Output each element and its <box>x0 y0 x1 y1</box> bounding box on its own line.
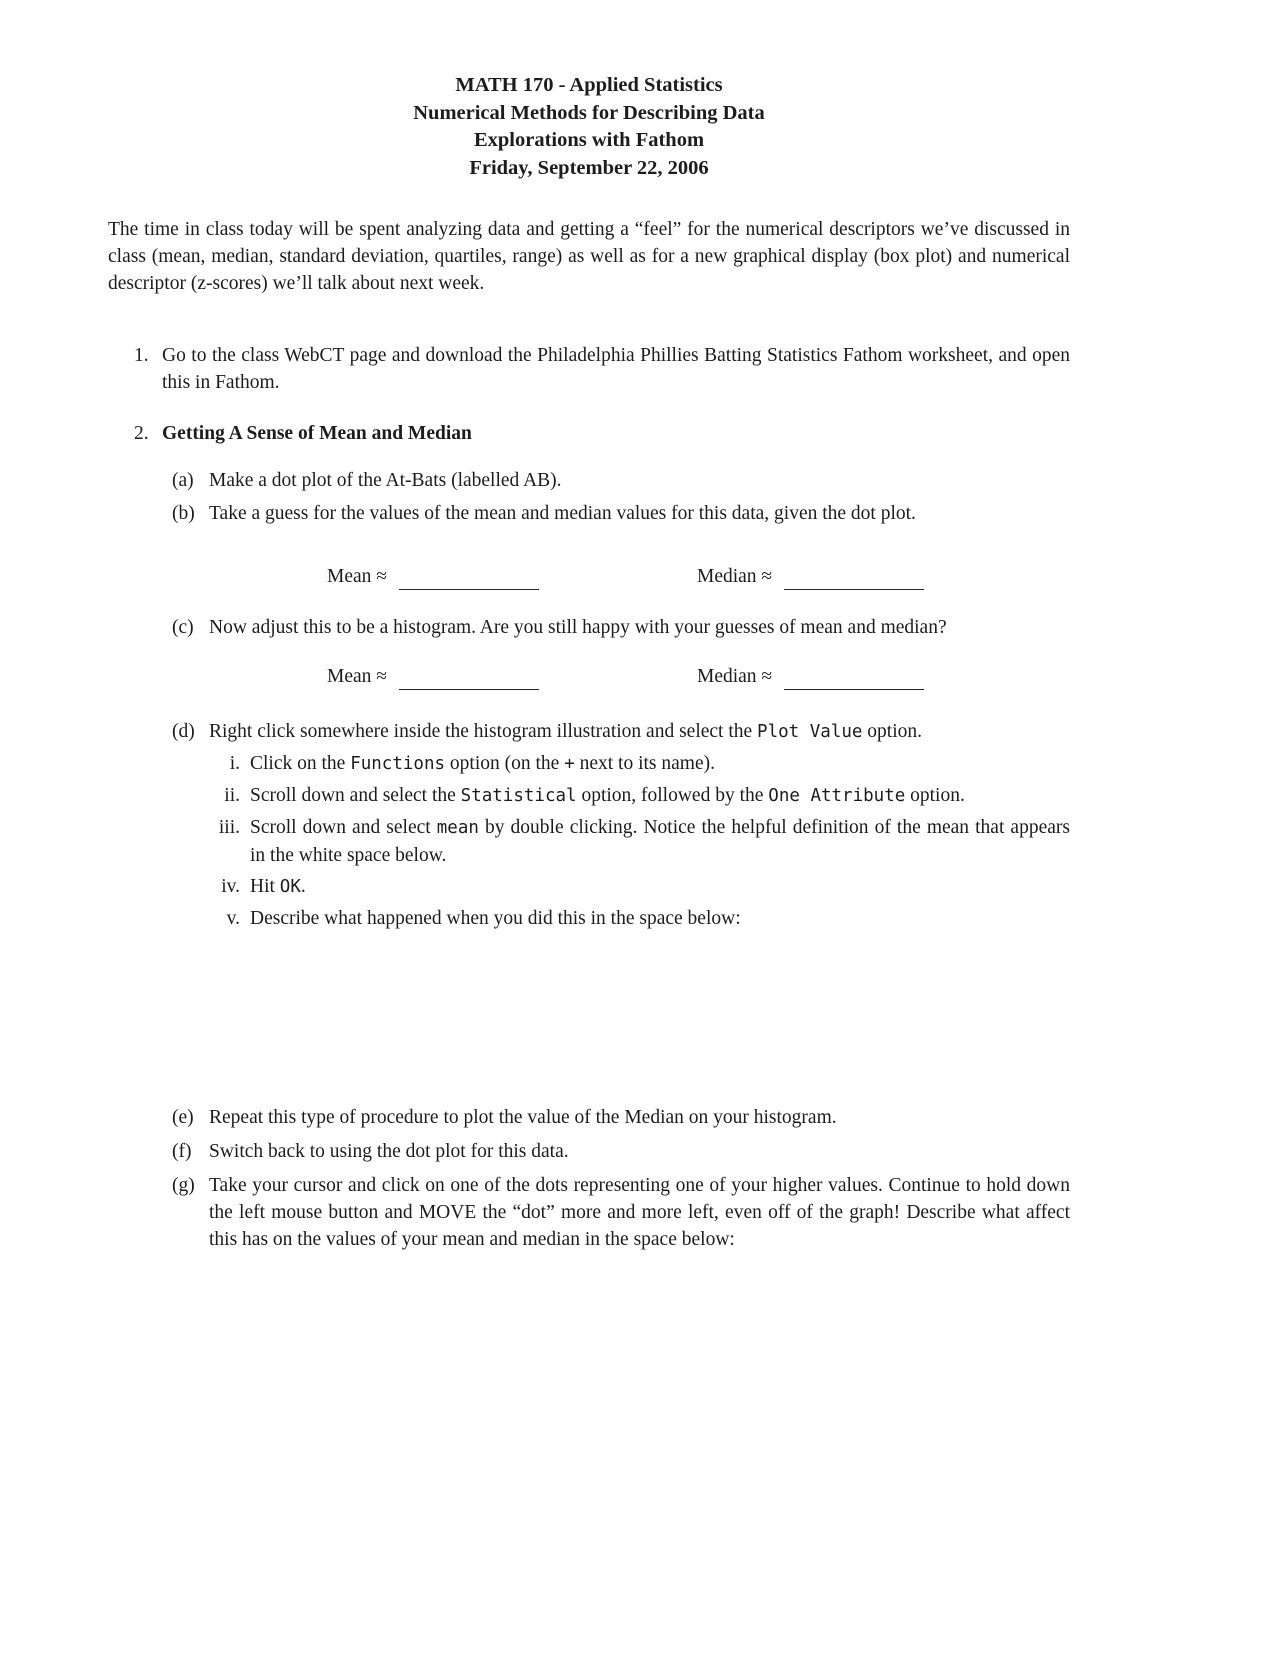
roman-item-i-label: i. <box>229 753 240 774</box>
roman-i-post: next to its name). <box>574 753 715 774</box>
roman-item-v <box>208 905 1070 932</box>
item-1-number: 1. <box>134 345 149 366</box>
roman-i-pre: Click on the <box>250 753 351 774</box>
roman-item-v-label: v. <box>226 908 240 929</box>
sub-item-a-label: (a) <box>172 470 194 491</box>
roman-iv-pre: Hit <box>250 876 280 897</box>
sub-item-d-text-post: option. <box>862 721 922 742</box>
sub-item-c <box>172 614 1070 641</box>
plot-value-code: Plot Value <box>757 722 863 742</box>
roman-item-i-text <box>250 750 1070 778</box>
sub-item-g <box>172 1172 1070 1253</box>
median-blank-group-1 <box>697 563 924 590</box>
blanks-row-1 <box>327 563 1070 590</box>
answer-writing-space <box>108 932 1070 1104</box>
median-blank-group-2 <box>697 663 924 690</box>
intro-paragraph: The time in class today will be spent analyzing data and getting a “feel” for the numerical descriptors we’ve discussed in class (mean, median, standard deviation, quartiles, range) as well as for a new graphical display (box plot) and numerical descriptor (z-scores) we’ll talk about next week. <box>108 219 1070 294</box>
roman-iii-pre: Scroll down and select <box>250 817 437 838</box>
roman-i-mid: option (on the <box>445 753 565 774</box>
roman-item-iii <box>208 814 1070 869</box>
median-fill-in-blank-1 <box>784 569 924 590</box>
sub-item-g-text: Take your cursor and click on one of the dots representing one of your higher values. Continue to hold down the left mouse button and MOVE the “dot” more and more left, even off of the graph! Describe what affect this has on the values of your mean and median in the space below: <box>209 1175 1070 1250</box>
roman-item-iii-text <box>250 814 1070 869</box>
sub-item-b-text: Take a guess for the values of the mean and median values for this data, given the dot plot. <box>209 503 916 524</box>
item-2-heading: Getting A Sense of Mean and Median <box>162 423 472 444</box>
roman-item-ii <box>208 782 1070 810</box>
list-item-2 <box>134 420 1070 447</box>
sub-item-b <box>172 500 1070 527</box>
median-label-2: Median ≈ <box>696 666 773 687</box>
sub-item-a-text: Make a dot plot of the At-Bats (labelled AB). <box>209 470 562 491</box>
sub-item-f-label: (f) <box>172 1141 192 1162</box>
mean-code: mean <box>436 818 479 838</box>
roman-ii-pre: Scroll down and select the <box>250 785 461 806</box>
median-fill-in-blank-2 <box>784 669 924 690</box>
roman-item-i <box>208 750 1070 778</box>
one-attribute-code: One Attribute <box>768 786 906 806</box>
sub-item-b-label: (b) <box>172 503 195 524</box>
sub-item-d-text <box>209 718 1070 746</box>
roman-ii-post: option. <box>905 785 965 806</box>
roman-item-iii-label: iii. <box>218 817 240 838</box>
sub-item-g-label: (g) <box>172 1175 195 1196</box>
roman-item-ii-text <box>250 782 1070 810</box>
sub-item-a <box>172 467 1070 494</box>
roman-iii-post: by double clicking. Notice the helpful definition of the mean that appears in the white space below. <box>250 817 1070 866</box>
title-course: MATH 170 - Applied Statistics <box>455 74 723 96</box>
title-date: Friday, September 22, 2006 <box>469 156 709 179</box>
list-item-1 <box>134 342 1070 396</box>
ok-code: OK <box>279 877 301 897</box>
document-title-block <box>108 72 1070 182</box>
functions-code: Functions <box>350 754 446 774</box>
roman-item-iv-text <box>250 873 1070 901</box>
mean-label-1: Mean ≈ <box>327 566 387 587</box>
title-topic: Explorations with Fathom <box>473 129 705 151</box>
blanks-row-2 <box>327 663 1070 690</box>
title-subject: Numerical Methods for Describing Data <box>413 101 765 124</box>
sub-item-d <box>172 718 1070 746</box>
mean-fill-in-blank-1 <box>399 569 539 590</box>
mean-blank-group-2 <box>327 663 539 690</box>
sub-item-e-label: (e) <box>172 1107 194 1128</box>
sub-item-d-text-pre: Right click somewhere inside the histogram illustration and select the <box>209 721 758 742</box>
sub-item-c-label: (c) <box>172 617 194 638</box>
roman-iv-post: . <box>300 876 306 897</box>
mean-blank-group-1 <box>327 563 539 590</box>
median-label-1: Median ≈ <box>696 566 773 587</box>
sub-item-f-text: Switch back to using the dot plot for this data. <box>209 1141 569 1162</box>
item-1-text: Go to the class WebCT page and download the Philadelphia Phillies Batting Statistics Fathom worksheet, and open this in Fathom. <box>162 345 1070 393</box>
roman-ii-mid: option, followed by the <box>576 785 769 806</box>
mean-label-2: Mean ≈ <box>327 666 387 687</box>
mean-fill-in-blank-2 <box>399 669 539 690</box>
plus-code: + <box>564 754 575 774</box>
statistical-code: Statistical <box>460 786 577 806</box>
roman-item-v-text: Describe what happened when you did this in the space below: <box>250 908 741 929</box>
sub-item-d-label: (d) <box>172 721 195 742</box>
roman-item-iv <box>208 873 1070 901</box>
sub-item-e <box>172 1104 1070 1131</box>
roman-item-ii-label: ii. <box>224 785 240 806</box>
roman-item-iv-label: iv. <box>221 876 240 897</box>
sub-item-f <box>172 1138 1070 1165</box>
sub-item-e-text: Repeat this type of procedure to plot the value of the Median on your histogram. <box>209 1107 837 1128</box>
item-2-number: 2. <box>134 423 149 444</box>
sub-item-c-text: Now adjust this to be a histogram. Are you still happy with your guesses of mean and median? <box>209 617 947 638</box>
